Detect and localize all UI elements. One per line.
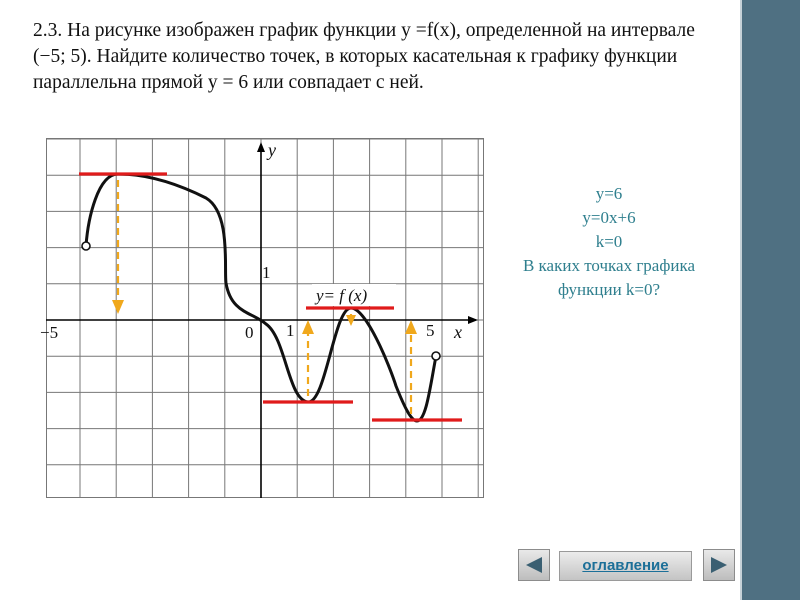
arrow-down-head <box>112 300 124 314</box>
answer-line-1: y=6 <box>595 184 623 203</box>
tick-label-zero: 0 <box>245 323 254 342</box>
function-graph <box>40 138 484 498</box>
side-bar-divider <box>740 0 742 600</box>
arrow-up-head-2 <box>405 320 417 334</box>
graph-grid <box>46 138 484 498</box>
side-decoration-bar <box>740 0 800 600</box>
answer-line-3: k=0 <box>595 232 623 251</box>
next-slide-button[interactable] <box>703 549 735 581</box>
grid-border <box>47 139 484 498</box>
triangle-right-icon <box>711 557 727 573</box>
open-endpoint-left <box>82 242 90 250</box>
problem-statement: 2.3. На рисунке изображен график функции y =f(x), определенной на интервале (−5; 5). Найдите количество точек, в которых касательная к графику функции параллельна прямой y = 6 или совпадает с ней. <box>33 20 695 93</box>
tick-label-x-one: 1 <box>286 321 295 340</box>
triangle-left-icon <box>526 557 542 573</box>
tick-label-five: 5 <box>426 321 435 340</box>
tick-label-y-one: 1 <box>262 263 271 282</box>
answer-line-4: В каких точках графика <box>522 256 696 275</box>
arrow-up-head-1 <box>302 320 314 334</box>
answer-line-2: y=0x+6 <box>582 208 636 227</box>
x-axis-label: x <box>454 322 462 342</box>
previous-slide-button[interactable] <box>518 549 550 581</box>
answer-line-5: функции k=0? <box>557 280 661 299</box>
y-axis-arrowhead <box>257 142 265 152</box>
answer-explanation <box>478 182 740 302</box>
y-axis-label: y <box>268 140 276 160</box>
tick-label-minus-5: −5 <box>40 323 59 342</box>
function-label: y= f (x) <box>316 286 368 305</box>
x-axis-arrowhead <box>468 316 478 324</box>
open-endpoint-right <box>432 352 440 360</box>
table-of-contents-button[interactable]: оглавление <box>559 551 692 581</box>
